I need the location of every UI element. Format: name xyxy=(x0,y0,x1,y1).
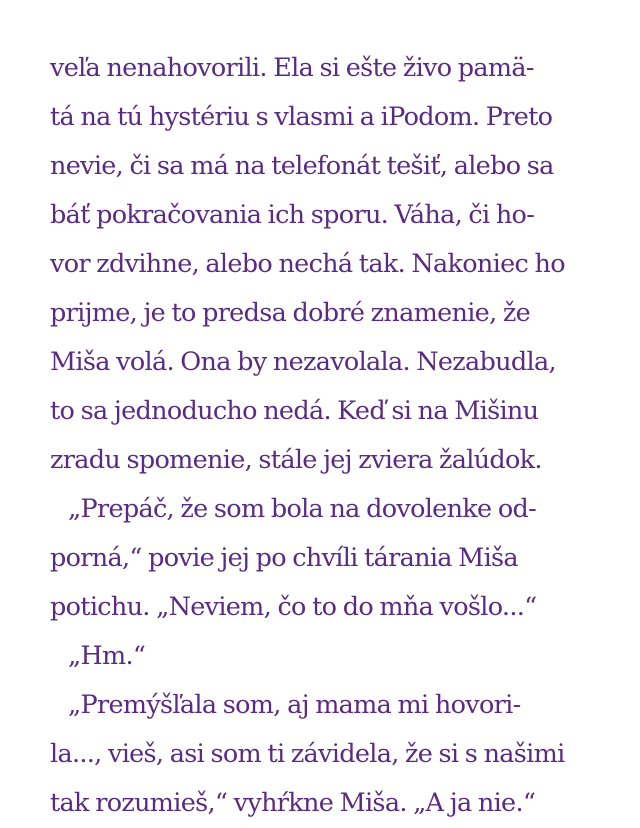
text-line: zradu spomenie, stále jej zviera žalúdok. xyxy=(50,445,542,475)
paragraph-start-line: „Hm.“ xyxy=(68,641,146,671)
text-line: prijme, je to predsa dobré znamenie, že xyxy=(50,298,531,328)
text-line: tak rozumieš,“ vyhŕkne Miša. „A ja nie.“ xyxy=(50,788,536,818)
text-line: potichu. „Neviem, čo to do mňa vošlo...“ xyxy=(50,592,537,622)
text-line: veľa nenahovorili. Ela si ešte živo pamä- xyxy=(50,53,534,83)
text-line: nevie, či sa má na telefonát tešiť, alebo sa xyxy=(50,151,554,181)
text-line: vor zdvihne, alebo nechá tak. Nakoniec ho xyxy=(50,249,565,279)
body-text xyxy=(50,44,610,828)
paragraph-start-line: „Premýšľala som, aj mama mi hovori- xyxy=(68,690,521,720)
paragraph-start-line: „Prepáč, že som bola na dovolenke od- xyxy=(68,494,537,524)
text-line: tá na tú hystériu s vlasmi a iPodom. Preto xyxy=(50,102,553,132)
text-line: porná,“ povie jej po chvíli tárania Miša xyxy=(50,543,518,573)
text-line: la..., vieš, asi som ti závidela, že si s našimi xyxy=(50,739,565,769)
text-line: Miša volá. Ona by nezavolala. Nezabudla, xyxy=(50,347,556,377)
text-line: to sa jednoducho nedá. Keď si na Mišinu xyxy=(50,396,539,426)
text-line: báť pokračovania ich sporu. Váha, či ho- xyxy=(50,200,535,230)
